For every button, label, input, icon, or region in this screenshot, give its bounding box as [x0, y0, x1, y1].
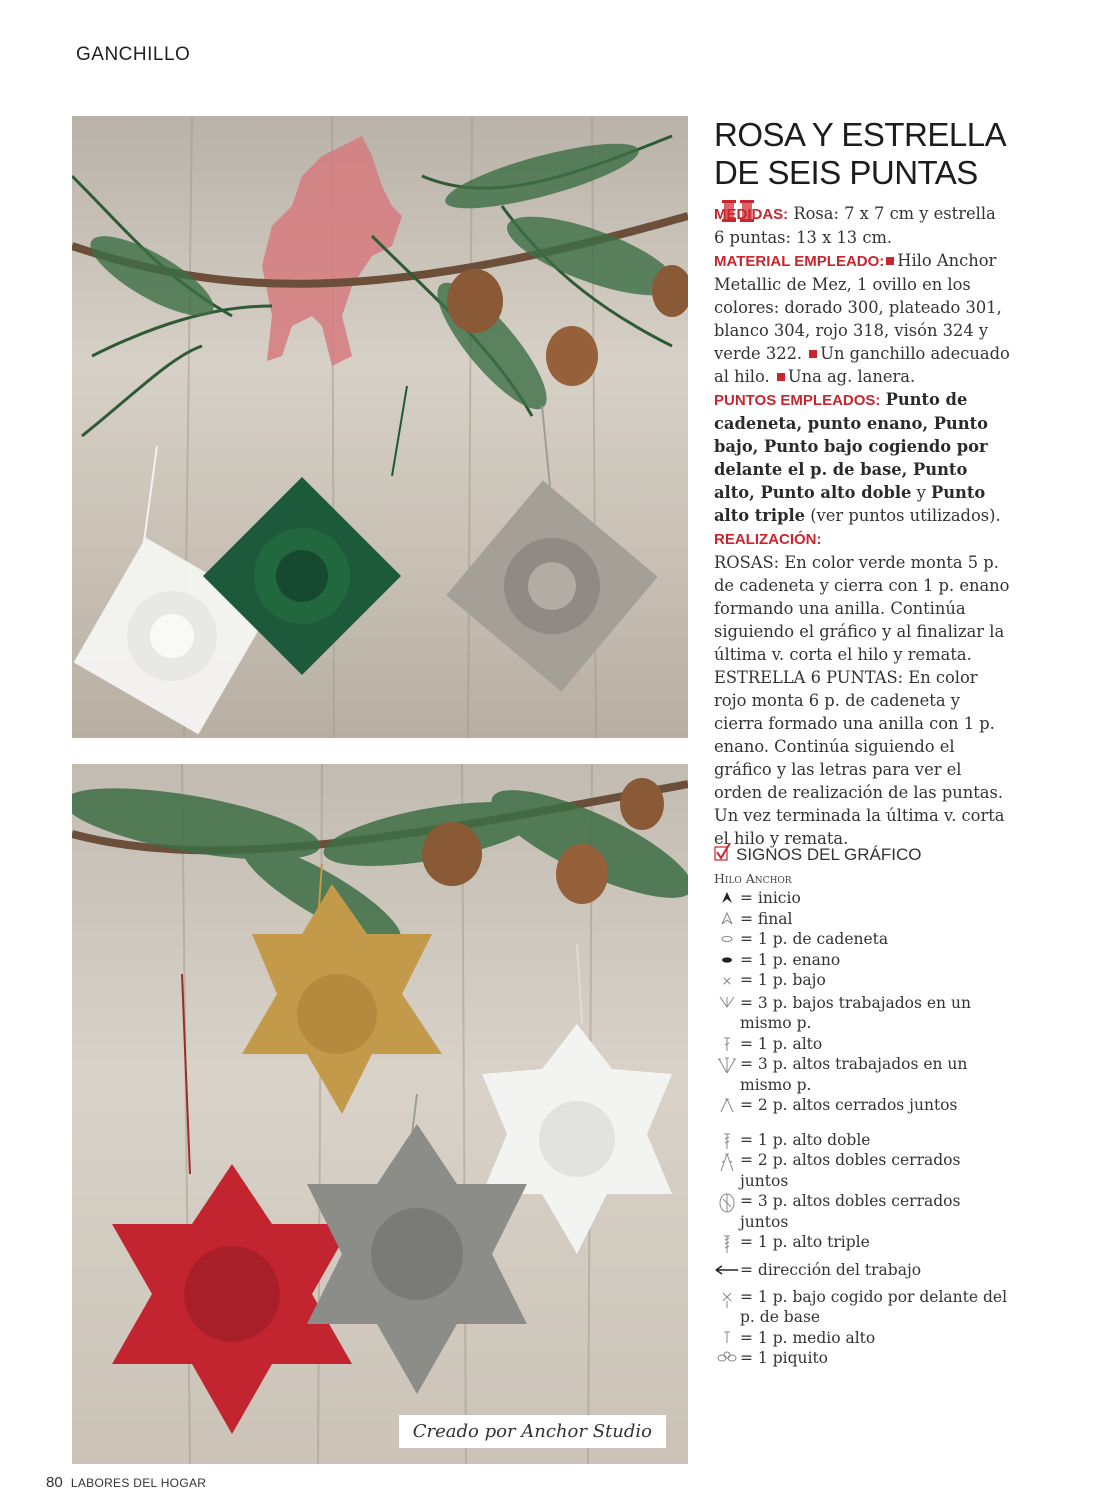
legend-item: = 2 p. altos cerrados juntos: [714, 1095, 1010, 1116]
chain-stitch-icon: [714, 929, 740, 945]
legend-item: = 1 piquito: [714, 1348, 1010, 1369]
three-single-crochet-icon: [714, 993, 740, 1009]
puntos-label: PUNTOS EMPLEADOS:: [714, 392, 881, 409]
puntos-paragraph: [714, 388, 1010, 527]
page-number: 80: [46, 1474, 63, 1491]
legend-item: = 3 p. altos dobles cerrados juntos: [714, 1191, 1010, 1232]
three-treble-together-icon: [714, 1191, 740, 1213]
photo-credit: Creado por Anchor Studio: [399, 1415, 666, 1448]
signs-title: SIGNOS DEL GRÁFICO: [736, 844, 922, 864]
bullet-square-icon: [886, 257, 894, 265]
puntos-note: (ver puntos utilizados).: [810, 506, 1001, 525]
bullet-square-icon: [809, 350, 817, 358]
legend-item: = 1 p. bajo cogido por delante del p. de base: [714, 1287, 1010, 1328]
legend-item: × = 1 p. bajo: [714, 970, 1010, 993]
legend-item: = 3 p. altos trabajados en un mismo p.: [714, 1054, 1010, 1095]
page-footer: [46, 1474, 206, 1491]
bullet-square-icon: [777, 373, 785, 381]
material-paragraph: [714, 249, 1010, 388]
title-line-1: ROSA Y ESTRELLA: [714, 116, 1007, 153]
estrella-paragraph: ESTRELLA 6 PUNTAS: En color rojo monta 6 p. de cadeneta y cierra formado una anilla con 1 p. enano. Continúa siguiendo el gráfico y las letras para ver el orden de realización de las puntas. Un vez terminada la última v. corta el hilo y remata.: [714, 668, 1005, 848]
slip-stitch-icon: [714, 950, 740, 966]
legend-item: = 1 p. alto doble: [714, 1130, 1010, 1151]
medidas-label: MEDIDAS:: [714, 206, 789, 223]
rose-ornaments-photo: [72, 116, 688, 738]
picot-icon: [714, 1348, 740, 1364]
legend-item: = final: [714, 909, 1010, 930]
signs-subtitle: Hilo Anchor: [714, 871, 792, 886]
legend-item: = 1 p. enano: [714, 950, 1010, 971]
puntos-text: Punto de cadeneta, punto enano, Punto bajo, Punto bajo cogiendo por delante el p. de base, Punto alto, Punto alto doble: [714, 390, 988, 502]
legend-group-2: [714, 1130, 1010, 1369]
single-crochet-icon: ×: [721, 974, 733, 989]
legend-item: = 1 p. medio alto: [714, 1328, 1010, 1349]
title-line-2: DE SEIS PUNTAS: [714, 154, 978, 191]
triple-treble-icon: [714, 1232, 740, 1254]
legend-item: = 1 p. de cadeneta: [714, 929, 1010, 950]
two-treble-together-icon: [714, 1150, 740, 1172]
legend-item: = dirección del trabajo: [714, 1260, 1010, 1281]
puntos-last: Punto alto triple: [714, 483, 986, 525]
end-arrow-icon: [714, 909, 740, 925]
three-double-crochet-icon: [714, 1054, 740, 1074]
star-ornaments-photo: [72, 764, 688, 1464]
article-body: [714, 202, 1010, 850]
start-arrow-icon: [714, 888, 740, 904]
chart-symbols-legend: [714, 842, 1010, 1369]
treble-crochet-icon: [714, 1130, 740, 1150]
half-double-crochet-icon: [714, 1328, 740, 1344]
legend-item: = inicio: [714, 888, 1010, 909]
material-item-1: Hilo Anchor Metallic de Mez, 1 ovillo en los colores: dorado 300, plateado 301, blanco 304, rojo 318, visón 324 y verde 322.: [714, 251, 1002, 363]
legend-item: = 2 p. altos dobles cerrados juntos: [714, 1150, 1010, 1191]
puntos-and: y: [916, 483, 926, 502]
legend-group-1: [714, 888, 1010, 1116]
checkmark-icon: [714, 842, 732, 867]
medidas-paragraph: [714, 202, 1010, 249]
double-crochet-icon: [714, 1034, 740, 1052]
medidas-text: Rosa: 7 x 7 cm y estrella 6 puntas: 13 x 13 cm.: [714, 204, 996, 247]
legend-item: = 1 p. alto triple: [714, 1232, 1010, 1254]
legend-item: = 3 p. bajos trabajados en un mismo p.: [714, 993, 1010, 1034]
work-direction-arrow-icon: [714, 1260, 740, 1276]
material-label: MATERIAL EMPLEADO:: [714, 253, 885, 270]
section-label: GANCHILLO: [76, 44, 191, 65]
material-item-2: Un ganchillo adecuado al hilo.: [714, 344, 1010, 386]
publication-name: LABORES DEL HOGAR: [70, 1476, 207, 1490]
two-double-crochet-together-icon: [714, 1095, 740, 1113]
realizacion-label: REALIZACIÓN:: [714, 531, 822, 548]
front-loop-single-crochet-icon: [714, 1287, 740, 1309]
rosas-paragraph: ROSAS: En color verde monta 5 p. de cadeneta y cierra con 1 p. enano formando una anilla. Continúa siguiendo el gráfico y al finalizar la última v. corta el hilo y remata.: [714, 553, 1010, 664]
material-item-3: Una ag. lanera.: [787, 367, 916, 386]
realizacion-heading: [714, 527, 1010, 551]
legend-item: = 1 p. alto: [714, 1034, 1010, 1055]
